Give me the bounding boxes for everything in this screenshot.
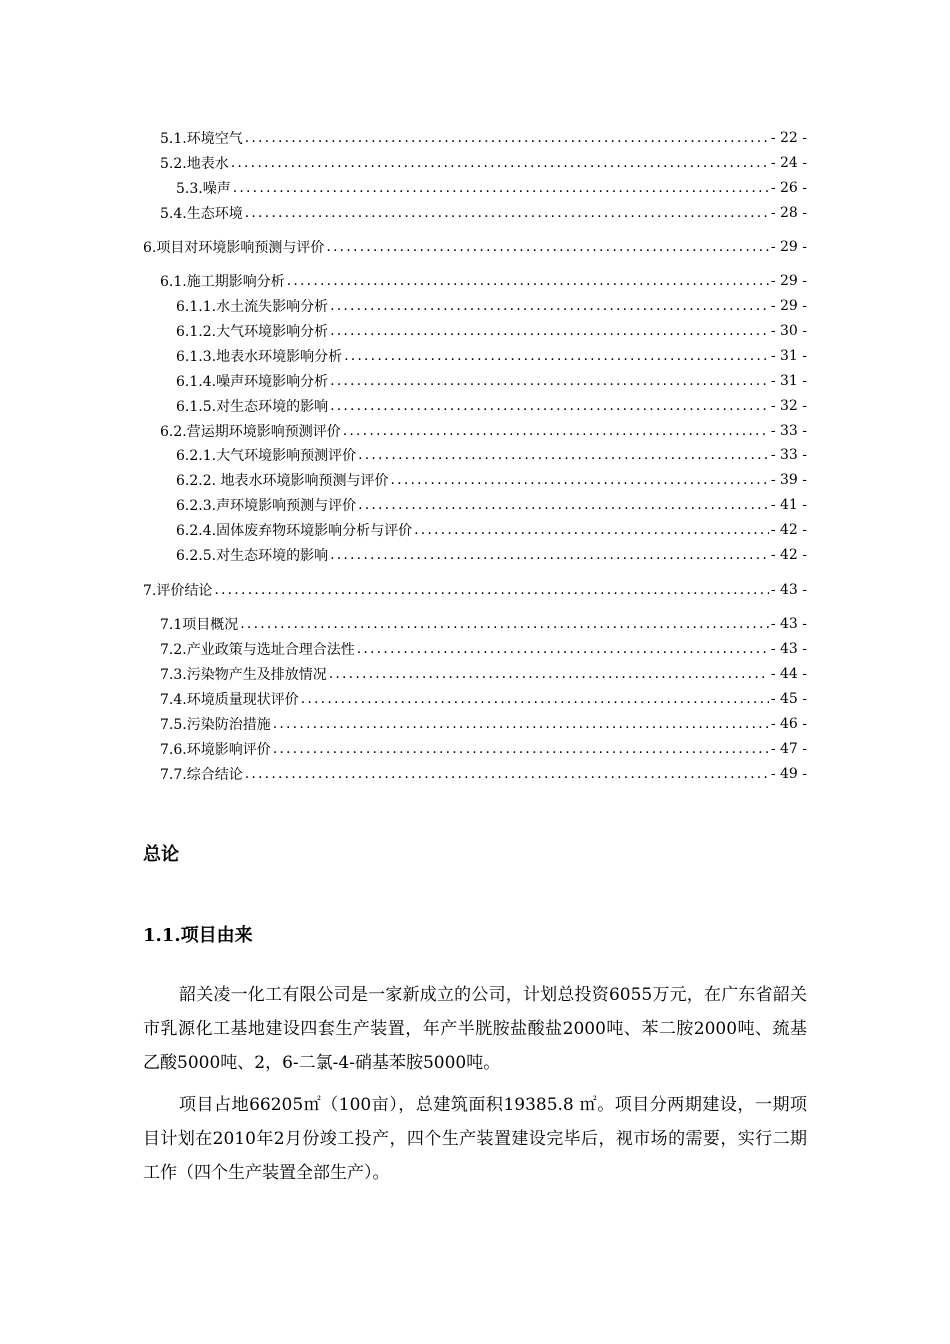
toc-entry-title: 6.2.5.对生态环境的影响 <box>176 548 329 564</box>
toc-entry-title: 6.1.2.大气环境影响分析 <box>176 324 329 340</box>
toc-leader <box>245 130 769 146</box>
toc-leader <box>301 691 769 707</box>
toc-leader <box>245 205 769 221</box>
toc-entry[interactable] <box>176 176 807 200</box>
toc-leader <box>344 348 769 364</box>
toc-leader <box>326 239 768 255</box>
toc-entry-title: 6.项目对环境影响预测与评价 <box>143 240 325 256</box>
toc-entry-title: 6.2.1.大气环境影响预测评价 <box>176 448 357 464</box>
toc-entry[interactable] <box>160 151 807 175</box>
toc-entry-title: 5.4.生态环境 <box>160 206 243 222</box>
toc-entry-title: 7.5.污染防治措施 <box>160 717 271 733</box>
toc-entry-page: - 31 - <box>770 348 807 364</box>
toc-entry-title: 6.2.4.固体废弃物环境影响分析与评价 <box>176 523 413 539</box>
toc-entry[interactable] <box>176 543 807 567</box>
toc-entry-page: - 43 - <box>770 616 807 632</box>
toc-entry-title: 6.2.3.声环境影响预测与评价 <box>176 498 357 514</box>
toc-entry[interactable] <box>176 518 807 542</box>
toc-entry-page: - 26 - <box>770 180 807 196</box>
toc-entry-title: 6.1.施工期影响分析 <box>160 274 285 290</box>
toc-entry-page: - 29 - <box>770 239 807 255</box>
toc-entry-page: - 44 - <box>770 666 807 682</box>
body-paragraph: 项目占地66205㎡（100亩），总建筑面积19385.8 ㎡。项目分两期建设，一期项目计划在2010年2月份竣工投产，四个生产装置建设完毕后，视市场的需要，实行二期工作（四个生产装置全部生产）。 <box>143 1095 807 1183</box>
toc-entry-title: 7.4.环境质量现状评价 <box>160 692 299 708</box>
toc-leader <box>357 641 769 657</box>
toc-entry-title: 5.3.噪声 <box>176 181 231 197</box>
toc-leader <box>231 155 769 171</box>
toc-entry-title: 7.1项目概况 <box>160 617 239 633</box>
toc-leader <box>330 323 769 339</box>
toc-entry[interactable] <box>176 344 807 368</box>
toc-entry-title: 7.3.污染物产生及排放情况 <box>160 667 327 683</box>
toc-leader <box>214 582 768 598</box>
toc-entry-page: - 42 - <box>770 547 807 563</box>
toc-entry[interactable] <box>160 419 807 443</box>
toc-leader <box>240 616 769 632</box>
toc-entry-page: - 42 - <box>770 522 807 538</box>
toc-entry-page: - 41 - <box>770 497 807 513</box>
toc-entry-title: 6.2.营运期环境影响预测评价 <box>160 424 341 440</box>
toc-leader <box>343 423 769 439</box>
toc-entry[interactable] <box>160 269 807 293</box>
toc-leader <box>273 716 769 732</box>
toc-leader <box>414 522 769 538</box>
toc-entry-title: 6.1.3.地表水环境影响分析 <box>176 349 343 365</box>
toc-entry-page: - 43 - <box>770 641 807 657</box>
toc-entry-page: - 47 - <box>770 741 807 757</box>
toc-entry-page: - 39 - <box>770 472 807 488</box>
toc-entry[interactable] <box>160 687 807 711</box>
toc-entry[interactable] <box>160 662 807 686</box>
toc-entry[interactable] <box>176 394 807 418</box>
toc-entry-page: - 29 - <box>770 298 807 314</box>
toc-entry[interactable] <box>176 493 807 517</box>
toc-leader <box>287 273 769 289</box>
toc-entry-page: - 24 - <box>770 155 807 171</box>
toc-entry-title: 5.2.地表水 <box>160 156 229 172</box>
toc-entry-page: - 45 - <box>770 691 807 707</box>
toc-entry[interactable] <box>176 369 807 393</box>
toc-entry-title: 7.7.综合结论 <box>160 767 243 783</box>
toc-entry-title: 7.评价结论 <box>143 583 213 599</box>
toc-entry[interactable] <box>160 126 807 150</box>
toc-entry-title: 6.1.4.噪声环境影响分析 <box>176 374 329 390</box>
toc-entry-title: 6.2.2. 地表水环境影响预测与评价 <box>176 473 389 489</box>
toc-entry-title: 6.1.1.水土流失影响分析 <box>176 299 329 315</box>
toc-entry-page: - 33 - <box>770 423 807 439</box>
toc-entry-page: - 46 - <box>770 716 807 732</box>
toc-entry-title: 7.2.产业政策与选址合理合法性 <box>160 642 355 658</box>
subsection-title: 1.1.项目由来 <box>143 925 253 946</box>
toc-leader <box>391 472 769 488</box>
toc-entry-page: - 29 - <box>770 273 807 289</box>
toc-entry[interactable] <box>176 468 807 492</box>
toc-leader <box>330 373 769 389</box>
toc-entry-page: - 49 - <box>770 766 807 782</box>
toc-leader <box>273 741 769 757</box>
toc-entry-title: 5.1.环境空气 <box>160 131 243 147</box>
toc-leader <box>358 447 769 463</box>
toc-leader <box>233 180 769 196</box>
toc-entry[interactable] <box>176 319 807 343</box>
toc-entry-title: 7.6.环境影响评价 <box>160 742 271 758</box>
toc-entry-page: - 22 - <box>770 130 807 146</box>
toc-entry-page: - 32 - <box>770 398 807 414</box>
toc-entry[interactable] <box>176 443 807 467</box>
toc-entry-page: - 43 - <box>770 582 807 598</box>
toc-entry-page: - 33 - <box>770 447 807 463</box>
toc-leader <box>330 547 769 563</box>
toc-entry[interactable] <box>176 294 807 318</box>
toc-leader <box>329 666 769 682</box>
toc-entry-page: - 30 - <box>770 323 807 339</box>
section-title: 总论 <box>143 844 179 865</box>
toc-entry-page: - 28 - <box>770 205 807 221</box>
toc-entry-title: 6.1.5.对生态环境的影响 <box>176 399 329 415</box>
toc-entry[interactable] <box>160 737 807 761</box>
toc-leader <box>330 398 769 414</box>
toc-leader <box>330 298 769 314</box>
toc-entry[interactable] <box>160 612 807 636</box>
toc-entry[interactable] <box>143 578 807 602</box>
toc-entry-page: - 31 - <box>770 373 807 389</box>
toc-entry[interactable] <box>160 637 807 661</box>
toc-entry[interactable] <box>160 712 807 736</box>
toc-entry[interactable] <box>160 201 807 225</box>
toc-entry[interactable] <box>160 762 807 786</box>
toc-leader <box>245 766 769 782</box>
toc-leader <box>358 497 769 513</box>
toc-entry[interactable] <box>143 235 807 259</box>
body-paragraph: 韶关凌一化工有限公司是一家新成立的公司，计划总投资6055万元，在广东省韶关市乳源化工基地建设四套生产装置，年产半胱胺盐酸盐2000吨、苯二胺2000吨、巯基乙酸5000吨、2，6-二氯-4-硝基苯胺5000吨。 <box>143 985 807 1073</box>
